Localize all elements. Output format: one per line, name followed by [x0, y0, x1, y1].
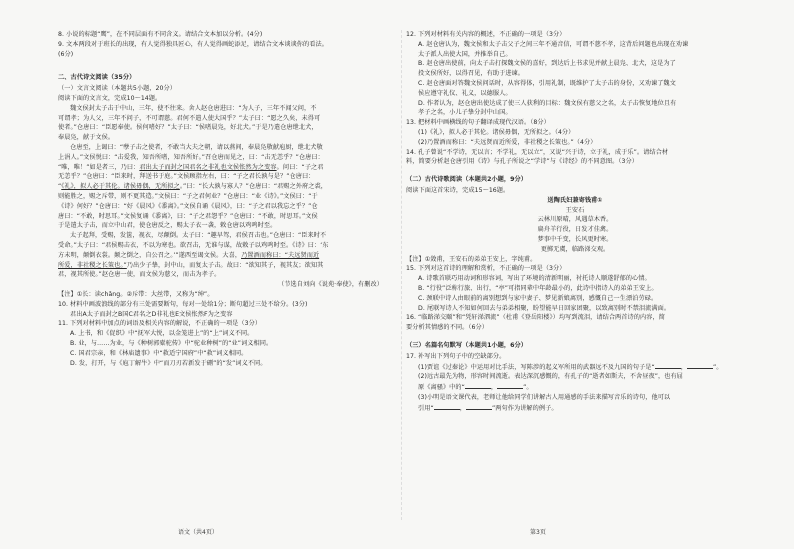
option-b: B. 业，与……为业，与《种树郭橐驼传》中“驼业种树”的“业”词义相同。 — [70, 339, 273, 347]
option-a: A. 上书，和《促织》中“抚军大悦，以金笼进上”的“上”词义不同。 — [70, 330, 254, 338]
poem-line: 云林川原晴，风遇草木香。 — [537, 216, 613, 224]
answer-blank[interactable] — [655, 362, 681, 369]
underlined-sentence-2: 乃置酒而称曰：“夫远贤而近 — [241, 251, 320, 259]
question-13-1: (1)《礼》，拟人必于其伦。诸侯毋偶，无所拟之。（4分） — [418, 128, 575, 136]
passage-line — [58, 251, 393, 261]
question-17: 17. 补写出下列句子中的空缺部分。 — [406, 352, 506, 360]
option-b: B. “行役”泛称行旅、出行，“亭”可指同辈中年龄最小的，此诗中指诗人的弟弟王安上。 — [418, 284, 658, 292]
poem-line: 更掷无虞，临路涕交观。 — [540, 245, 610, 253]
question-17-1: (1)贾谊《过秦论》中运用对比手法，写陈涉的起义军所用的武器远不及九国的句子是“ ， ”。 — [418, 363, 723, 371]
question-text: ”。 — [712, 363, 723, 371]
subsection-1-intro: 阅读下面的文言文，完成10～14题。 — [58, 94, 162, 102]
passage-line: 上涓人。”文侯悦曰：“击爱我，知吾所嗜，知吾所好。”召仓唐而见之，曰：“击无恙乎？”仓唐曰： — [58, 153, 324, 161]
option-b: B. 赵仓唐出使前，向太子击打探魏文侯的喜好，到达后上书求见并献上晨凫、北犬，这是为了 — [418, 60, 676, 68]
option-d: D. 尾联写诗人不知如何回去与弟弟相聚，盼望能早日回家团聚，以致离别时不禁泪流满面。 — [418, 304, 671, 312]
poem-line: 梦事中千变，长风更时寒。 — [537, 235, 613, 243]
right-column — [406, 30, 744, 413]
answer-blank[interactable] — [434, 403, 460, 410]
question-9-score: (6分) — [58, 50, 74, 58]
page-number: 第3页 — [530, 529, 546, 536]
option-c: C. 赵仓唐面对答魏文侯问话时，从容得体，引用礼制，既维护了太子击的身份，又劝谏了魏文 — [418, 79, 676, 87]
question-11: 11. 下列对材料中加点的词语及相关内容的解说，不正确的一项是（3分） — [58, 320, 262, 328]
passage-line — [58, 182, 393, 192]
subsection-2-heading: （二）古代诗歌阅读（本题共2小题，9分） — [406, 176, 527, 184]
footer-left: 语文（共4页） — [178, 529, 218, 536]
question-12: 12. 下列对材料有关内容的概述，不正确的一项是（3分） — [406, 31, 566, 38]
option-d: D. 作者认为，赵仓唐出使达成了使三人获利的目标：魏文侯有慈父之名，太子击恢复地位且有 — [418, 99, 677, 107]
passage-text: 于是遣太子击，而立中山君，使仓唐反之， — [58, 222, 177, 230]
answer-blank[interactable] — [466, 403, 492, 410]
column-divider — [401, 30, 402, 520]
option-a: A. 诗歌首联巧用动词和形容词，写出了环境的清新明丽，衬托诗人顺遂舒郁的心情。 — [418, 275, 651, 283]
answer-blank[interactable] — [497, 382, 523, 389]
question-10-text: 君出A太子而封之B国C君名之D非礼也E文侯怅然F为之变容 — [70, 310, 233, 318]
option-c: C. 国君宗亲，和《林庙遗事》中“救适宁国府”中“救”词义相同。 — [70, 349, 248, 357]
question-16-cont: 要分析其情感的不同。（6分） — [406, 324, 488, 332]
question-9: 9. 文本两段对于班长的出现，有人觉得独具匠心，有人觉得画蛇添足，请结合文本谈谈你的看法。 — [58, 40, 328, 48]
passage-line: 受命。”太子曰：“君侯赐击衣，不以为寒也。欲召击，无谁与谋，故敕子以鸡鸣时至。《诗》曰：‘东 — [58, 241, 329, 249]
passage-text: 。”曰：“长大孰与寡人？”仓唐曰：“君赐之外府之裘， — [179, 183, 327, 191]
question-15: 15. 下列对这首诗的理解和赏析，不正确的一项是（3分） — [406, 265, 566, 273]
option-c-cont: 侯应遵守礼仪、礼义，以德服人。 — [418, 89, 512, 97]
passage-text: 乃出少子挚，封中山，而复太子击。故曰：“欲知其子，视其友；欲知其 — [126, 261, 324, 269]
underlined-sentence-1: 《礼》，拟人必于其伦。诸侯毋偶，无所拟之 — [61, 183, 180, 191]
question-text: ”。 — [523, 384, 533, 392]
passage-source: （节选自刘向《说苑·奉使》，有删改） — [278, 281, 383, 289]
section-2-heading: 二、古代诗文阅读（35分） — [58, 74, 136, 82]
passage-line: 可谓孝；为人父，三年不问子，不可谓慈。君何不遣人使大国乎？”太子曰：“愿之久矣，未得可 — [58, 114, 321, 122]
poem — [406, 196, 744, 255]
option-b-cont: 投文侯所好，以得召见，有助于进谏。 — [418, 70, 525, 78]
passage-line: 魏文侯封太子击于中山，三年，使不往来。舍人赵仓唐进曰：“为人子，三年不闻父问，不 — [70, 104, 317, 112]
passage-text: “唯，唯！”如是者三，乃曰： — [58, 163, 140, 171]
passage-line: 君，视其所使。”赵仓唐一使，而文侯为慈父，而击为孝子。 — [58, 271, 221, 279]
poem-title: 送陶氏妇兼寄钱甫① — [547, 196, 603, 204]
question-17-3: (3)小明是语文课代表，老师让他给同学们讲解古人用通感的手法来描写音乐的诗句，他可以 — [418, 393, 671, 401]
passage-text: 赐太子衣一袭，敕仓唐以鸡鸣时至。 — [176, 222, 277, 230]
passage-line: 无恙乎？”仓唐曰：“臣来时，拜送书于庭。”文侯顾指左右，曰：“子之君长孰与是？”仓唐曰： — [58, 173, 315, 181]
left-column — [58, 30, 393, 368]
passage-line: 唐曰：“不敢，时思耳。”文侯复诵《黍离》，曰：“子之君怨乎？”仓唐曰：“不敢，时思耳。”文侯 — [58, 212, 318, 220]
passage-line: 《诗》何好？”仓唐曰：“好《晨风》《黍离》。”文侯自诵《晨风》，曰：“子之君以我忘之乎？”仓 — [58, 202, 318, 210]
question-text: (1)贾谊《过秦论》中运用对比手法，写陈涉的起义军所用的武器远不及九国的句子是“ — [418, 363, 655, 371]
answer-blank[interactable] — [465, 382, 491, 389]
question-text: 原《离骚》中的“ — [418, 384, 465, 392]
underlined-sentence-2-cont: 所爱，非社稷之长策也。” — [58, 261, 127, 269]
question-14: 14. 孔子曾说“不学诗，无以言；不学礼，无以立”，又说“兴于诗，立于礼，成于乐”。请结合材 — [406, 148, 669, 156]
question-text: 引用“ — [418, 404, 434, 412]
passage-text: “ — [58, 183, 62, 191]
option-a-cont: 太子派人出使大国，并推举自己。 — [418, 50, 512, 58]
wavy-underlined-text: 君出太子而封之国君名之非礼也文侯怅然为之变容 — [139, 163, 277, 171]
question-17-2-cont: 原《离骚》中的“ ， ”。 — [418, 384, 533, 392]
question-13: 13. 把材料中画横线的句子翻译成现代汉语。（8分） — [406, 119, 550, 127]
poem-author: 王安石 — [565, 206, 585, 214]
question-13-2: (2)乃置酒而称曰：“夫远贤而近所爱，非社稷之长策也。”（4分） — [418, 138, 597, 146]
passage-line — [58, 163, 393, 173]
question-text: ”两句作为讲解的例子。 — [491, 404, 558, 412]
poem-annotation: 【注】①敛甫，王安石的弟弟王安上，字纯甫。 — [406, 255, 537, 263]
annotation: 【注】①长：读chǎng。②斥带：大丝带，又称为“绅”。 — [58, 290, 214, 298]
passage-line: 使者。”仓唐曰：“臣愿奉使。侯何嗜好？”太子曰：“侯嗜晨凫，好北犬。”于是乃遣仓唐绁北犬， — [58, 124, 318, 132]
option-d-cont: 孝子之名，小儿子挚分封中山国。 — [418, 109, 512, 117]
question-10: 10. 材料中画波浪线的部分有三处需要断句，每对一处给1分；断句超过三处不给分。(3分) — [58, 300, 308, 308]
question-16: 16. “临路涕交颐”和“凭轩涕泗流”（杜甫《登岳阳楼》）均写到流泪，请结合两首诗的内容，简 — [406, 314, 665, 322]
passage-text: 方未明，颠倒衣裳。颠之倒之，自公召之。’”遂西至谒文侯。大喜， — [58, 251, 242, 259]
question-17-2: (2)远古最先为物，形容时间流逝。表达深沉感慨的，有孔子的“逝者如斯夫，不舍昼夜”，也有屈 — [418, 373, 683, 381]
passage-line — [58, 221, 393, 231]
option-c: C. 颈联中诗人由眼前的离别想到与家中妻子、梦见新娘离别，感慨自己一生漂泊劳碌。 — [418, 294, 658, 302]
question-17-3-cont: 引用“ ， ”两句作为讲解的例子。 — [418, 404, 558, 412]
passage-line: 太子起拜，受赐，发箧，视衣，尽颠倒。太子曰：“趣早驾，君侯召击也。”仓唐曰：“臣来时不 — [70, 232, 327, 240]
question-8: 8. 小说的标题“鹰”，在不同层面有不同含义。请结合文本加以分析。(4分) — [58, 31, 263, 38]
option-d: D. 发，打开，与《庖丁解牛》中“而刀刃若新发于硎”的“发”词义不同。 — [70, 359, 267, 367]
subsection-3-heading: （三）名篇名句默写（本题共1小题，6分） — [406, 341, 527, 349]
passage-line: 则能胜之，赐之斥带，则不更其造。”文侯曰：“子之君何业？”仓唐曰：“业《诗》。”文侯曰：“于 — [58, 192, 318, 200]
subsection-2-intro: 阅读下面这首宋诗，完成15～16题。 — [406, 186, 510, 194]
passage-line: 奉晨凫，献于文侯。 — [58, 134, 115, 142]
subsection-1-heading: （一）文言文阅读（本题共5小题，20分） — [58, 85, 176, 93]
poem-line: 扁舟羊行役，日发才佳禽。 — [537, 226, 613, 234]
answer-blank[interactable] — [687, 362, 713, 369]
question-14-cont: 料，简要分析赵仓唐引用《诗》与孔子所说之“学诗”与《诗经》的不同意图。（3分） — [406, 158, 638, 166]
passage-line — [58, 261, 393, 271]
option-a: A. 赵仓唐认为，魏文侯和太子击父子之间三年不通音信，可谓不慈不孝，这背后问题也出现在劝谏 — [418, 40, 689, 48]
passage-line: 仓唐至，上谒曰：“孽子击之使者，不敢当大夫之朝，请以燕间，奉晨凫敬献庖厨，绁北犬敬 — [70, 143, 323, 151]
passage-text: 。问曰：“子之君 — [276, 163, 324, 171]
